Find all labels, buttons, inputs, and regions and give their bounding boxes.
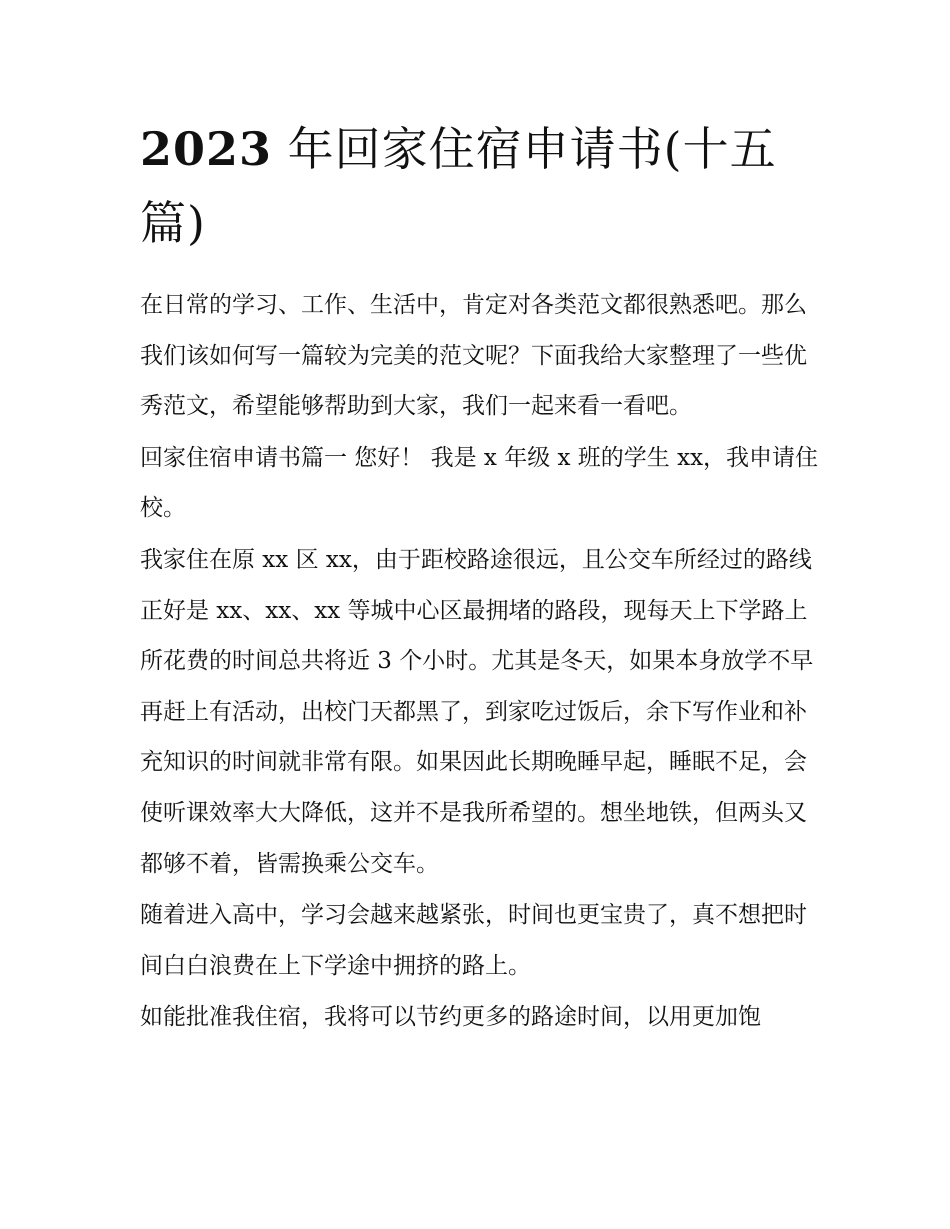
title-text: 年回家住宿申请书(十五篇) (140, 122, 777, 250)
title-year: 2023 (140, 122, 273, 176)
document-content (140, 112, 820, 1043)
document-title (140, 112, 820, 260)
document-body (140, 280, 820, 1043)
intro-paragraph: 在日常的学习、工作、生活中，肯定对各类范文都很熟悉吧。那么我们该如何写一篇较为完美的范文呢？下面我给大家整理了一些优秀范文，希望能够帮助到大家，我们一起来看一看吧。 (140, 292, 807, 420)
request-paragraph: 如能批准我住宿，我将可以节约更多的路途时间，以用更加饱 (140, 1004, 761, 1031)
greeting-paragraph: 回家住宿申请书篇一 您好！ 我是 x 年级 x 班的学生 xx，我申请住校。 (140, 444, 819, 522)
study-paragraph: 随着进入高中，学习会越来越紧张，时间也更宝贵了，真不想把时间白白浪费在上下学途中拥挤的路上。 (140, 902, 807, 979)
reason-paragraph: 我家住在原 xx 区 xx，由于距校路途很远，且公交车所经过的路线正好是 xx、xx、xx 等城中心区最拥堵的路段，现每天上下学路上所花费的时间总共将近 3 个小时。尤其是冬天，如果本身放学不早再赶上有活动，出校门天都黑了，到家吃过饭后，余下写作业和补充知识的时间就非常有限。如果因此长期晚睡早起，睡眠不足，会使听课效率大大降低，这并不是我所希望的。想坐地铁，但两头又都够不着，皆需换乘公交车。 (140, 546, 814, 877)
